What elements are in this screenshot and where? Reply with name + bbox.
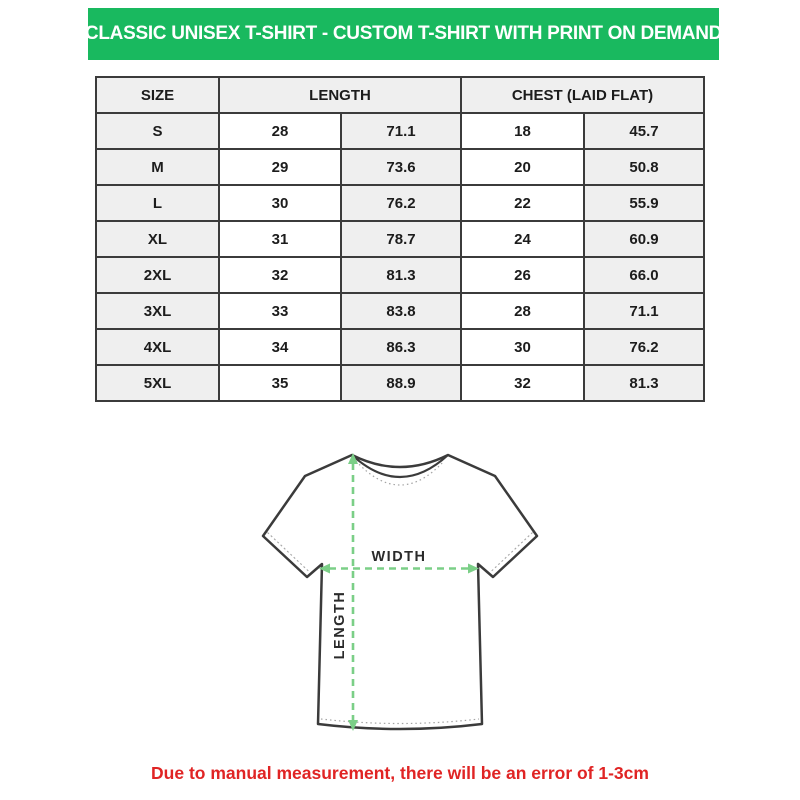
table-row [96, 365, 704, 401]
table-row [96, 221, 704, 257]
cell-length-cm: 71.1 [341, 113, 461, 149]
cell-length-in: 33 [219, 293, 341, 329]
cell-chest-in: 22 [461, 185, 584, 221]
cell-chest-cm: 60.9 [584, 221, 704, 257]
cell-length-in: 29 [219, 149, 341, 185]
cell-chest-cm: 81.3 [584, 365, 704, 401]
cell-length-cm: 86.3 [341, 329, 461, 365]
table-row [96, 185, 704, 221]
table-row [96, 113, 704, 149]
cell-size: 3XL [96, 293, 219, 329]
cell-size: 4XL [96, 329, 219, 365]
cell-length-cm: 88.9 [341, 365, 461, 401]
cell-length-cm: 81.3 [341, 257, 461, 293]
cell-length-in: 34 [219, 329, 341, 365]
table-row [96, 257, 704, 293]
cell-chest-cm: 71.1 [584, 293, 704, 329]
cell-chest-in: 26 [461, 257, 584, 293]
title-banner [84, 8, 723, 60]
table-row [96, 149, 704, 185]
cell-length-in: 30 [219, 185, 341, 221]
cell-chest-in: 30 [461, 329, 584, 365]
table-row [96, 329, 704, 365]
cell-chest-cm: 50.8 [584, 149, 704, 185]
cell-chest-in: 24 [461, 221, 584, 257]
cell-length-cm: 76.2 [341, 185, 461, 221]
cell-size: 5XL [96, 365, 219, 401]
cell-chest-in: 32 [461, 365, 584, 401]
table-header-row [96, 77, 704, 113]
cell-size: L [96, 185, 219, 221]
cell-chest-cm: 45.7 [584, 113, 704, 149]
measurement-disclaimer: Due to manual measurement, there will be an error of 1-3cm [151, 763, 649, 783]
header-length: LENGTH [219, 77, 461, 113]
cell-length-in: 31 [219, 221, 341, 257]
cell-length-cm: 83.8 [341, 293, 461, 329]
cell-length-in: 32 [219, 257, 341, 293]
cell-length-in: 35 [219, 365, 341, 401]
cell-size: S [96, 113, 219, 149]
cell-chest-cm: 55.9 [584, 185, 704, 221]
page-title: CLASSIC UNISEX T-SHIRT - CUSTOM T-SHIRT WITH PRINT ON DEMAND [84, 23, 723, 44]
cell-chest-cm: 66.0 [584, 257, 704, 293]
length-label: LENGTH [332, 590, 348, 660]
table-row [96, 293, 704, 329]
size-table [95, 76, 705, 402]
tshirt-measurement-diagram [240, 435, 560, 755]
cell-chest-in: 20 [461, 149, 584, 185]
cell-size: 2XL [96, 257, 219, 293]
cell-size: XL [96, 221, 219, 257]
cell-chest-in: 18 [461, 113, 584, 149]
width-label: WIDTH [371, 549, 427, 565]
cell-length-cm: 73.6 [341, 149, 461, 185]
tshirt-outline-icon [263, 455, 537, 729]
cell-chest-in: 28 [461, 293, 584, 329]
cell-length-in: 28 [219, 113, 341, 149]
header-chest: CHEST (LAID FLAT) [461, 77, 704, 113]
cell-size: M [96, 149, 219, 185]
cell-length-cm: 78.7 [341, 221, 461, 257]
cell-chest-cm: 76.2 [584, 329, 704, 365]
header-size: SIZE [96, 77, 219, 113]
